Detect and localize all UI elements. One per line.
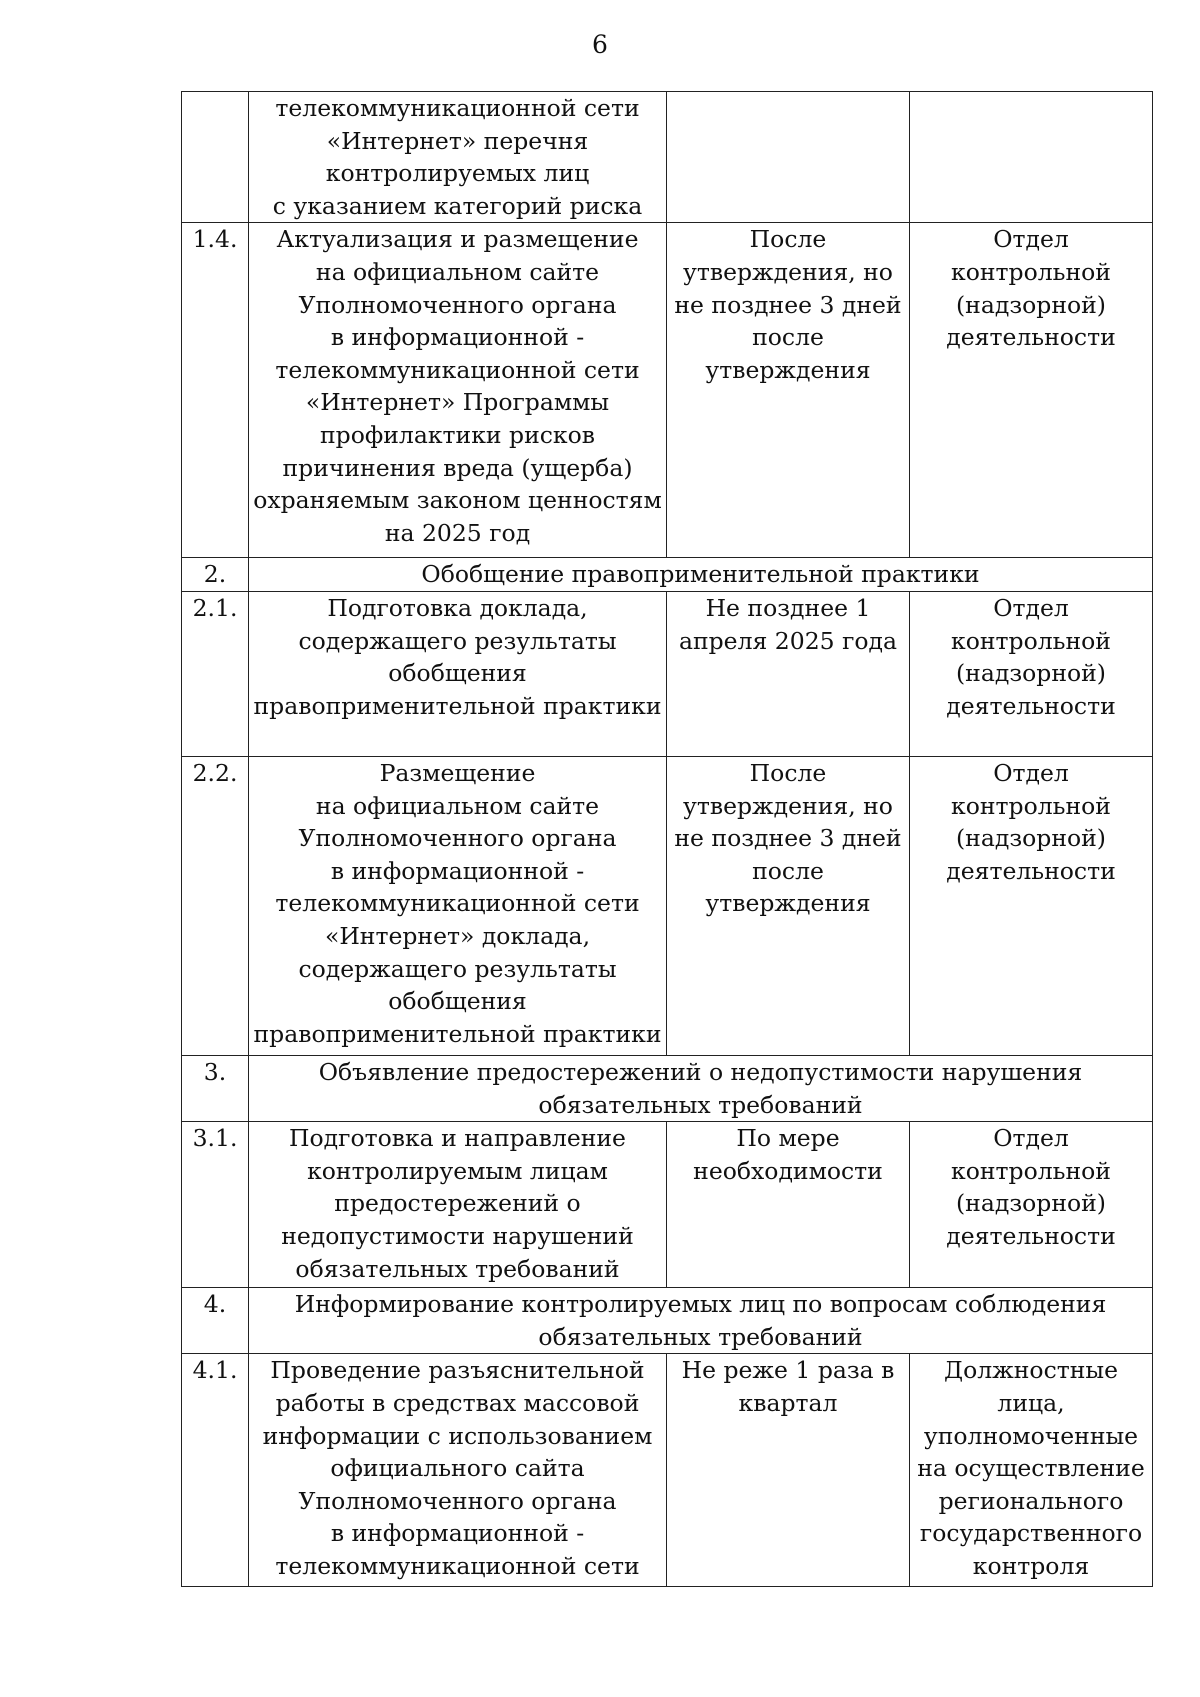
row-number: 4.1. xyxy=(182,1354,249,1587)
measure-cell: Подготовка доклада, содержащего результаты обобщения правоприменительной практики xyxy=(249,591,667,756)
section-row xyxy=(182,1055,1153,1121)
row-number: 3.1. xyxy=(182,1122,249,1288)
responsible-cell xyxy=(910,92,1153,223)
row-number: 1.4. xyxy=(182,223,249,558)
section-title: Объявление предостережений о недопустимости нарушения обязательных требований xyxy=(249,1055,1153,1121)
section-number: 3. xyxy=(182,1055,249,1121)
section-title: Обобщение правоприменительной практики xyxy=(249,558,1153,592)
section-row xyxy=(182,1288,1153,1354)
section-title: Информирование контролируемых лиц по вопросам соблюдения обязательных требований xyxy=(249,1288,1153,1354)
row-number: 2.2. xyxy=(182,756,249,1055)
measure-cell: телекоммуникационной сети «Интернет» перечня контролируемых лиц с указанием категорий риска xyxy=(249,92,667,223)
measure-cell: Актуализация и размещение на официальном сайте Уполномоченного органа в информационной - телекоммуникационной сети «Интернет» Программы профилактики рисков причинения вреда (ущерба) охраняемым законом ценностям на 2025 год xyxy=(249,223,667,558)
measure-cell: Подготовка и направление контролируемым лицам предостережений о недопустимости нарушений обязательных требований xyxy=(249,1122,667,1288)
measure-cell: Проведение разъяснительной работы в средствах массовой информации с использованием официального сайта Уполномоченного органа в информационной - телекоммуникационной сети xyxy=(249,1354,667,1587)
deadline-cell: После утверждения, но не позднее 3 дней после утверждения xyxy=(667,756,910,1055)
responsible-cell: Отдел контрольной (надзорной) деятельности xyxy=(910,756,1153,1055)
table-row xyxy=(182,591,1153,756)
responsible-cell: Должностные лица, уполномоченные на осуществление регионального государственного контроля xyxy=(910,1354,1153,1587)
responsible-cell: Отдел контрольной (надзорной) деятельности xyxy=(910,591,1153,756)
deadline-cell xyxy=(667,92,910,223)
row-number xyxy=(182,92,249,223)
responsible-cell: Отдел контрольной (надзорной) деятельности xyxy=(910,1122,1153,1288)
row-number: 2.1. xyxy=(182,591,249,756)
deadline-cell: После утверждения, но не позднее 3 дней после утверждения xyxy=(667,223,910,558)
measures-table xyxy=(181,91,1153,1587)
section-row xyxy=(182,558,1153,592)
deadline-cell: Не позднее 1 апреля 2025 года xyxy=(667,591,910,756)
responsible-cell: Отдел контрольной (надзорной) деятельности xyxy=(910,223,1153,558)
table-row xyxy=(182,1354,1153,1587)
table-row xyxy=(182,92,1153,223)
section-number: 4. xyxy=(182,1288,249,1354)
page-number: 6 xyxy=(592,30,608,59)
table-row xyxy=(182,223,1153,558)
table-row xyxy=(182,756,1153,1055)
section-number: 2. xyxy=(182,558,249,592)
deadline-cell: Не реже 1 раза в квартал xyxy=(667,1354,910,1587)
deadline-cell: По мере необходимости xyxy=(667,1122,910,1288)
table-row xyxy=(182,1122,1153,1288)
measure-cell: Размещение на официальном сайте Уполномоченного органа в информационной - телекоммуникационной сети «Интернет» доклада, содержащего результаты обобщения правоприменительной практики xyxy=(249,756,667,1055)
